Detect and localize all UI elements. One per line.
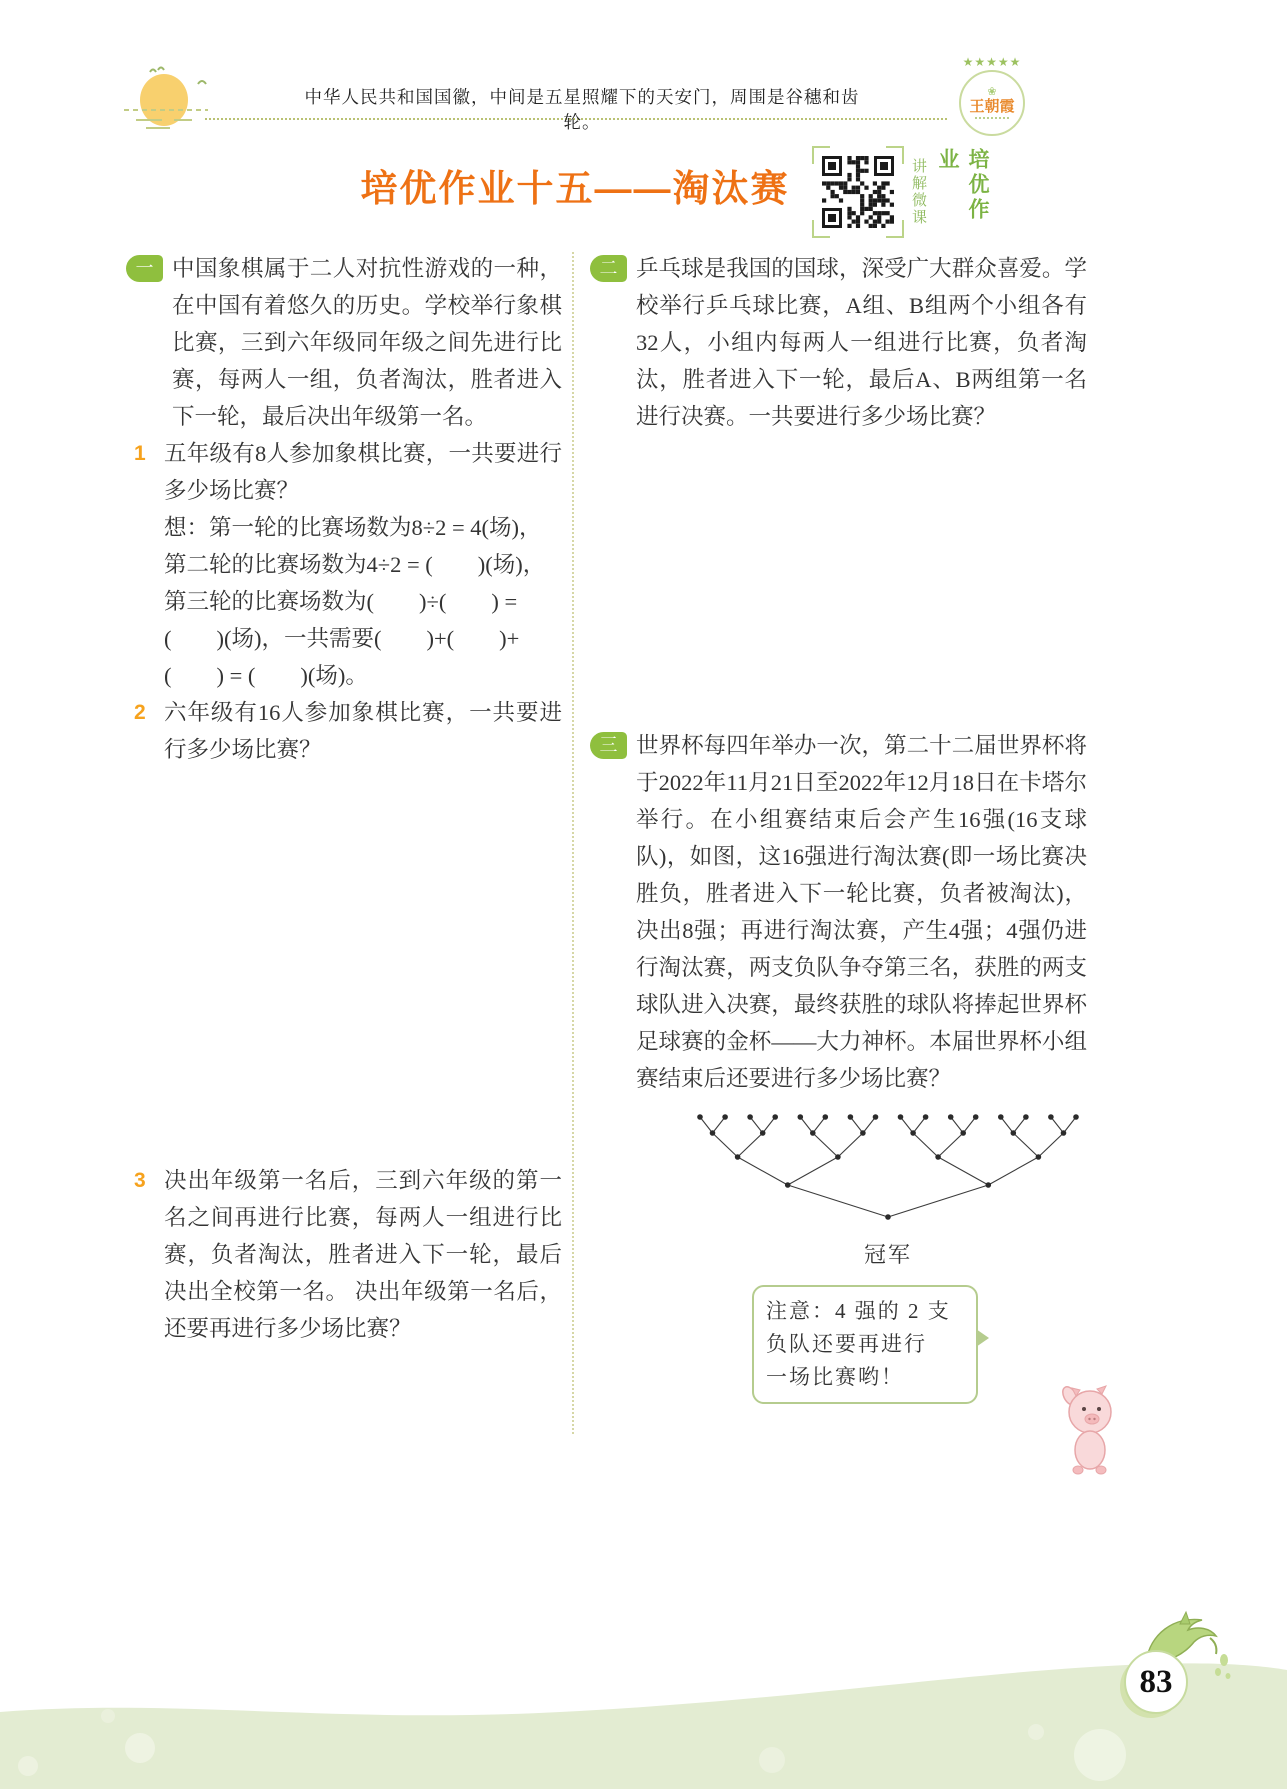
note-bubble bbox=[752, 1285, 978, 1404]
sub-2-number: 2 bbox=[134, 701, 146, 724]
sub-3-question: 决出年级第一名后，三到六年级的第一名之间再进行比赛，每两人一组进行比赛，负者淘汰，胜者进入下一轮，最后决出全校第一名。 决出年级第一名后，还要再进行多少场比赛？ bbox=[164, 1168, 562, 1341]
problem-2 bbox=[590, 250, 1087, 435]
note-line: 注意：4 强的 2 支 bbox=[766, 1299, 951, 1323]
sub-1-question: 五年级有8人参加象棋比赛，一共要进行多少场比赛？ bbox=[164, 441, 562, 503]
left-column bbox=[126, 250, 562, 1347]
problem-2-badge: 二 bbox=[590, 255, 627, 282]
qr-frame bbox=[812, 146, 904, 238]
note-line: 一场比赛哟！ bbox=[766, 1365, 904, 1389]
hint-line: 想：第一轮的比赛场数为8÷2 = 4(场)， bbox=[164, 515, 542, 540]
qr-code-icon bbox=[822, 156, 894, 228]
publisher-logo bbox=[942, 56, 1042, 136]
hint-line: ( ) = ( )(场)。 bbox=[164, 663, 368, 688]
logo-stars-icon: ★★★★★ bbox=[962, 55, 1022, 69]
sub-1-number: 1 bbox=[134, 442, 146, 465]
page-title: 培优作业十五——淘汰赛 bbox=[360, 168, 790, 209]
problem-3-badge: 三 bbox=[590, 732, 627, 759]
bracket-diagram-icon bbox=[692, 1109, 1084, 1231]
logo-circle bbox=[959, 70, 1025, 136]
hint-line: 第三轮的比赛场数为( )÷( ) = bbox=[164, 589, 518, 614]
problem-1-badge: 一 bbox=[126, 255, 163, 282]
qr-caption-inner: 讲解微课 bbox=[910, 158, 927, 226]
problem-3-text: 世界杯每四年举办一次，第二十二届世界杯将于2022年11月21日至2022年12月18日在卡塔尔举行。在小组赛结束后会产生16强(16支球队)，如图，这16强进行淘汰赛(即一场比赛决胜负，胜者进入下一轮比赛，负者被淘汰)，决出8强；再进行淘汰赛，产生4强；4强仍进行淘汰赛，两支负队争夺第三名，获胜的两支球队进入决赛，最终获胜的球队将捧起世界杯足球赛的金杯——大力神杯。本届世界杯小组赛结束后还要进行多少场比赛？ bbox=[636, 733, 1087, 1091]
sub-3-number: 3 bbox=[134, 1169, 146, 1192]
problem-1-sub-2 bbox=[126, 694, 562, 768]
sun-icon bbox=[122, 66, 212, 132]
problem-1 bbox=[126, 250, 562, 435]
hint-line: ( )(场)，一共需要( )+( )+ bbox=[164, 626, 520, 651]
note-line: 负队还要再进行 bbox=[766, 1332, 927, 1356]
problem-3 bbox=[590, 727, 1087, 1097]
problem-1-text: 中国象棋属于二人对抗性游戏的一种，在中国有着悠久的历史。学校举行象棋比赛，三到六年级同年级之间先进行比赛，每两人一组，负者淘汰，胜者进入下一轮，最后决出年级第一名。 bbox=[172, 256, 562, 429]
tournament-bracket bbox=[692, 1109, 1084, 1269]
header-note: 中华人民共和国国徽，中间是五星照耀下的天安门，周围是谷穗和齿轮。 bbox=[304, 87, 860, 132]
logo-underline bbox=[975, 117, 1009, 119]
champion-label: 冠军 bbox=[863, 1242, 912, 1267]
column-divider bbox=[572, 252, 574, 1434]
hint-line: 第二轮的比赛场数为4÷2 = ( )(场)， bbox=[164, 552, 546, 577]
problem-2-text: 乒乓球是我国的国球，深受广大群众喜爱。学校举行乒乓球比赛，A组、B组两个小组各有32人，小组内每两人一组进行比赛，负者淘汰，胜者进入下一轮，最后A、B两组第一名进行决赛。一共要进行多少场比赛？ bbox=[636, 256, 1087, 429]
problem-1-sub-3 bbox=[126, 1162, 562, 1347]
right-column bbox=[590, 250, 1087, 1404]
page-number: 83 bbox=[1124, 1650, 1188, 1714]
pig-mascot-icon bbox=[1056, 1378, 1122, 1478]
logo-name: 王朝霞 bbox=[969, 98, 1015, 115]
qr-caption-outer: 培优作业 bbox=[936, 148, 989, 223]
qr-block bbox=[812, 146, 989, 242]
problem-1-sub-1 bbox=[126, 435, 562, 694]
footer-wave bbox=[0, 1620, 1287, 1789]
sub-1-body bbox=[164, 435, 562, 694]
logo-flower-icon: ❀ bbox=[987, 86, 997, 98]
sub-2-question: 六年级有16人参加象棋比赛，一共要进行多少场比赛？ bbox=[164, 700, 562, 762]
